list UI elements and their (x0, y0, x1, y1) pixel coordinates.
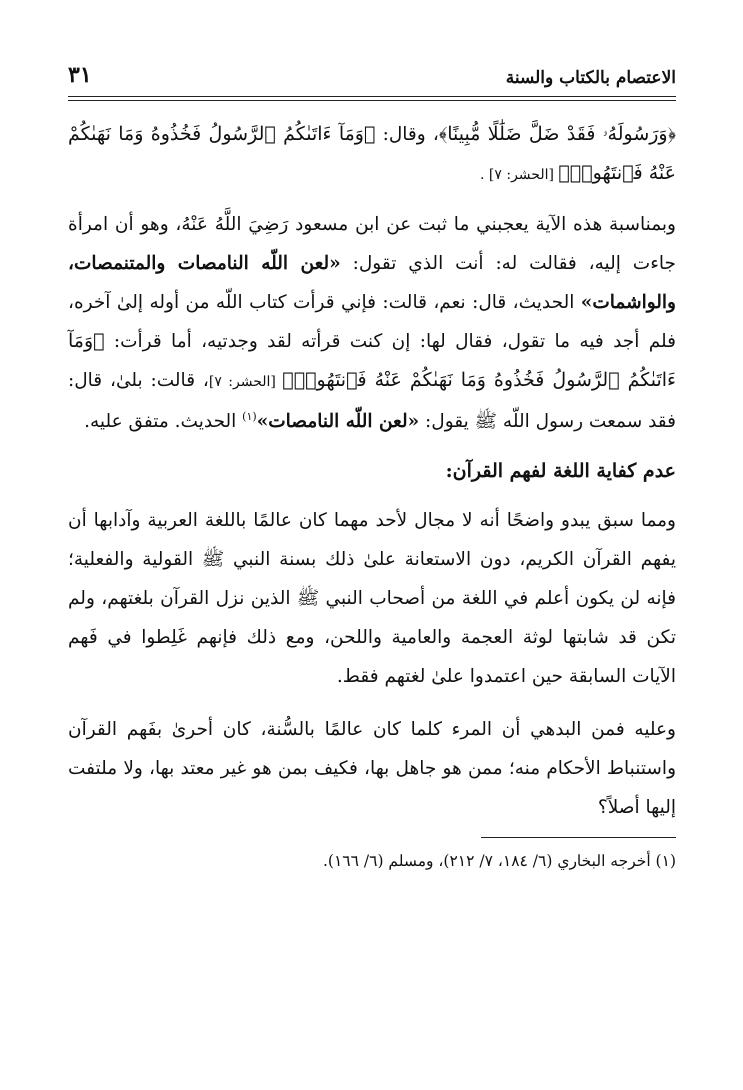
footnote-rule (481, 837, 676, 838)
footnote-marker: (١) (242, 409, 257, 423)
footnote: (١) أخرجه البخاري (٦/ ١٨٤، ٧/ ٢١٢)، ومسلم (٦/ ١٦٦). (323, 852, 676, 870)
paragraph-1 (68, 115, 676, 195)
paragraph-2 (68, 205, 676, 441)
hadith-quote-1: «لعن اللّه النامصات والمتنمصات، والواشمات» (68, 253, 676, 313)
running-title: الاعتصام بالكتاب والسنة (505, 68, 676, 88)
header-rule (68, 96, 676, 101)
page-number: ٣١ (68, 62, 92, 88)
p2-intro: وبمناسبة هذه الآية يعجبني ما ثبت عن ابن مسعود رَضِيَ اللَّهُ عَنْهُ، وهو أن امرأة جاءت إليه، فقالت له: أنت الذي تقول: (68, 214, 676, 274)
surah-reference-2: [الحشر: ٧] (208, 374, 283, 390)
quran-verse-1: ﴿وَرَسُولَهُۥ فَقَدْ ضَلَّ ضَلَٰلًا مُّبِينًا﴾ (438, 123, 677, 145)
paragraph-3: ومما سبق يبدو واضحًا أنه لا مجال لأحد مهما كان عالمًا باللغة العربية وآدابها أن يفهم القرآن الكريم، دون الاستعانة علىٰ ذلك بسنة النبي ﷺ القولية والفعلية؛ فإنه لن يكون أعلم في اللغة من أصحاب النبي ﷺ الذين نزل القرآن بلغتهم، ولم تكن قد شابتها لوثة العجمة والعامية واللحن، ومع ذلك فإنهم غَلِطوا في فَهم الآيات السابقة حين اعتمدوا علىٰ لغتهم فقط. (68, 510, 676, 687)
p2-end: الحديث. متفق عليه. (84, 411, 243, 432)
said-text: ، وقال: (375, 124, 439, 145)
paragraph-4: وعليه فمن البدهي أن المرء كلما كان عالمًا بالسُّنة، كان أحرىٰ بفَهم القرآن واستنباط الأحكام منه؛ ممن هو جاهل بها، فكيف بمن هو غير معتد بها، ولا ملتفت إليها أصلاً؟ (68, 719, 676, 818)
quran-verse-2: ﴿وَمَآ ءَاتَىٰكُمُ ٱلرَّسُولُ فَخُذُوهُ وَمَا نَهَىٰكُمْ عَنْهُ فَٱنتَهُوا۟﴾ (68, 123, 676, 184)
p2-after-ref: ، قالت: بلىٰ، قال: فقد سمعت رسول اللّه ﷺ يقول: (68, 370, 676, 432)
running-header (68, 52, 676, 88)
hadith-quote-2: «لعن اللّه النامصات» (256, 411, 420, 432)
quran-verse-3: ﴿وَمَآ ءَاتَىٰكُمُ ٱلرَّسُولُ فَخُذُوهُ وَمَا نَهَىٰكُمْ عَنْهُ فَٱنتَهُوا۟﴾ (68, 330, 676, 391)
p2-mid: الحديث، قال: نعم، قالت: فإني قرأت كتاب اللّه من أوله إلىٰ آخره، فلم أجد فيه ما تقول، فقال لها: إن كنت قرأته لقد وجدتيه، أما قرأت: (68, 292, 676, 352)
book-page (68, 52, 676, 876)
surah-reference-1: [الحشر: ٧] . (480, 167, 559, 183)
section-heading: عدم كفاية اللغة لفهم القرآن: (445, 460, 676, 482)
